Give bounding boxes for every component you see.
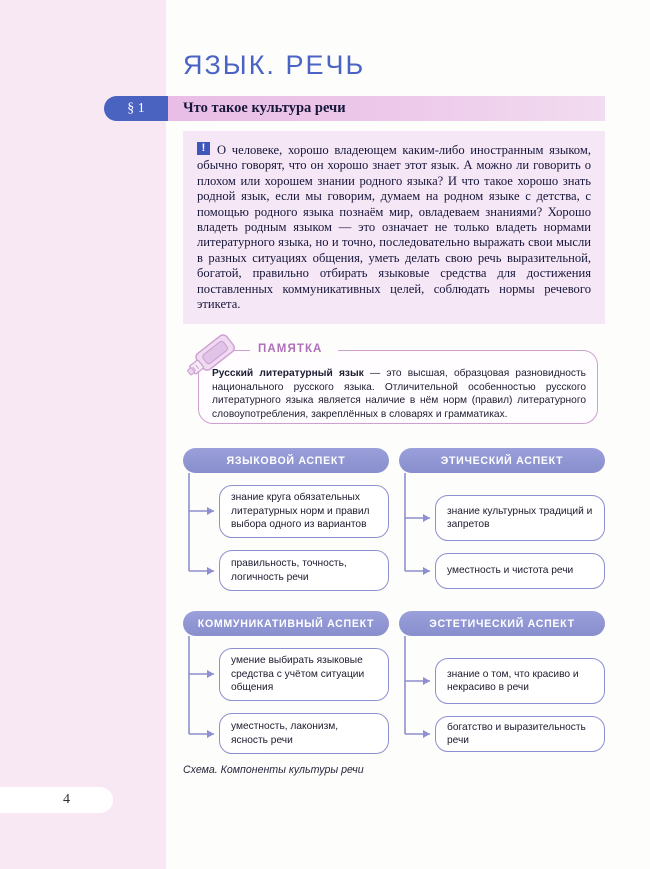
aspect-header: ЭСТЕТИЧЕСКИЙ АСПЕКТ [399,611,605,636]
intro-callout [183,131,605,324]
memo-definition: — это высшая, образцовая разновидность национального русского языка. Отличительной особенностью русского литературного языка является наличие в нём норм (правил) литературного словоупотребления, закреплённых в словарях и грамматиках. [212,368,586,420]
memo-term: Русский литературный язык [212,368,364,379]
aspect-header: ЯЗЫКОВОЙ АСПЕКТ [183,448,389,473]
aspect-item: знание о том, что красиво и некрасиво в речи [435,658,605,704]
section-title: Что такое культура речи [183,100,346,116]
aspect-item: богатство и выразительность речи [435,716,605,752]
scheme-caption: Схема. Компоненты культуры речи [183,764,364,776]
aspect-block-ethical [399,448,605,577]
page-number [0,787,113,813]
aspect-header: ЭТИЧЕСКИЙ АСПЕКТ [399,448,605,473]
page-title: ЯЗЫК. РЕЧЬ [183,50,366,80]
intro-text: О человеке, хорошо владеющем каким-либо иностранным языком, обычно говорят, что он хорошо знает этот язык. А можно ли говорить о плохом или хорошем знании родного языка? И что такое хорошо знать родной язык, если мы говорим, думаем на родном языке с детства, с помощью родного языка познаём мир, овладеваем знаниями? Хорошо владеть родным языком — это означает не только владеть нормами литературного языка, но и точно, последовательно выражать свои мысли в разных ситуациях общения, уметь делать свою речь выразительной, богатой, правильно отбирать языковые средства для достижения поставленных коммуникативных целей, соблюдать нормы речевого этикета. [197,143,591,312]
memo-label: ПАМЯТКА [258,343,323,355]
scheme-diagram [183,448,605,754]
page-number-value: 4 [63,792,70,807]
memo-callout [198,341,598,424]
aspect-item: умение выбирать языковые средства с учётом ситуации общения [219,648,389,701]
aspect-item: знание круга обязательных литературных норм и правил выбора одного из вариантов [219,485,389,538]
aspect-block-communicative [183,611,389,746]
aspect-item: правильность, точность, логичность речи [219,550,389,591]
memo-text [212,367,586,421]
left-margin-band [0,0,166,869]
intro-paragraph [197,142,591,312]
aspect-item: уместность и чистота речи [435,553,605,589]
aspect-item: знание культурных традиций и запретов [435,495,605,541]
aspect-header: КОММУНИКАТИВНЫЙ АСПЕКТ [183,611,389,636]
aspect-item: уместность, лаконизм, ясность речи [219,713,389,754]
section-number-badge: § 1 [104,96,168,121]
attention-exclamation-icon [197,142,210,155]
aspect-block-language [183,448,389,583]
aspect-block-aesthetic [399,611,605,746]
